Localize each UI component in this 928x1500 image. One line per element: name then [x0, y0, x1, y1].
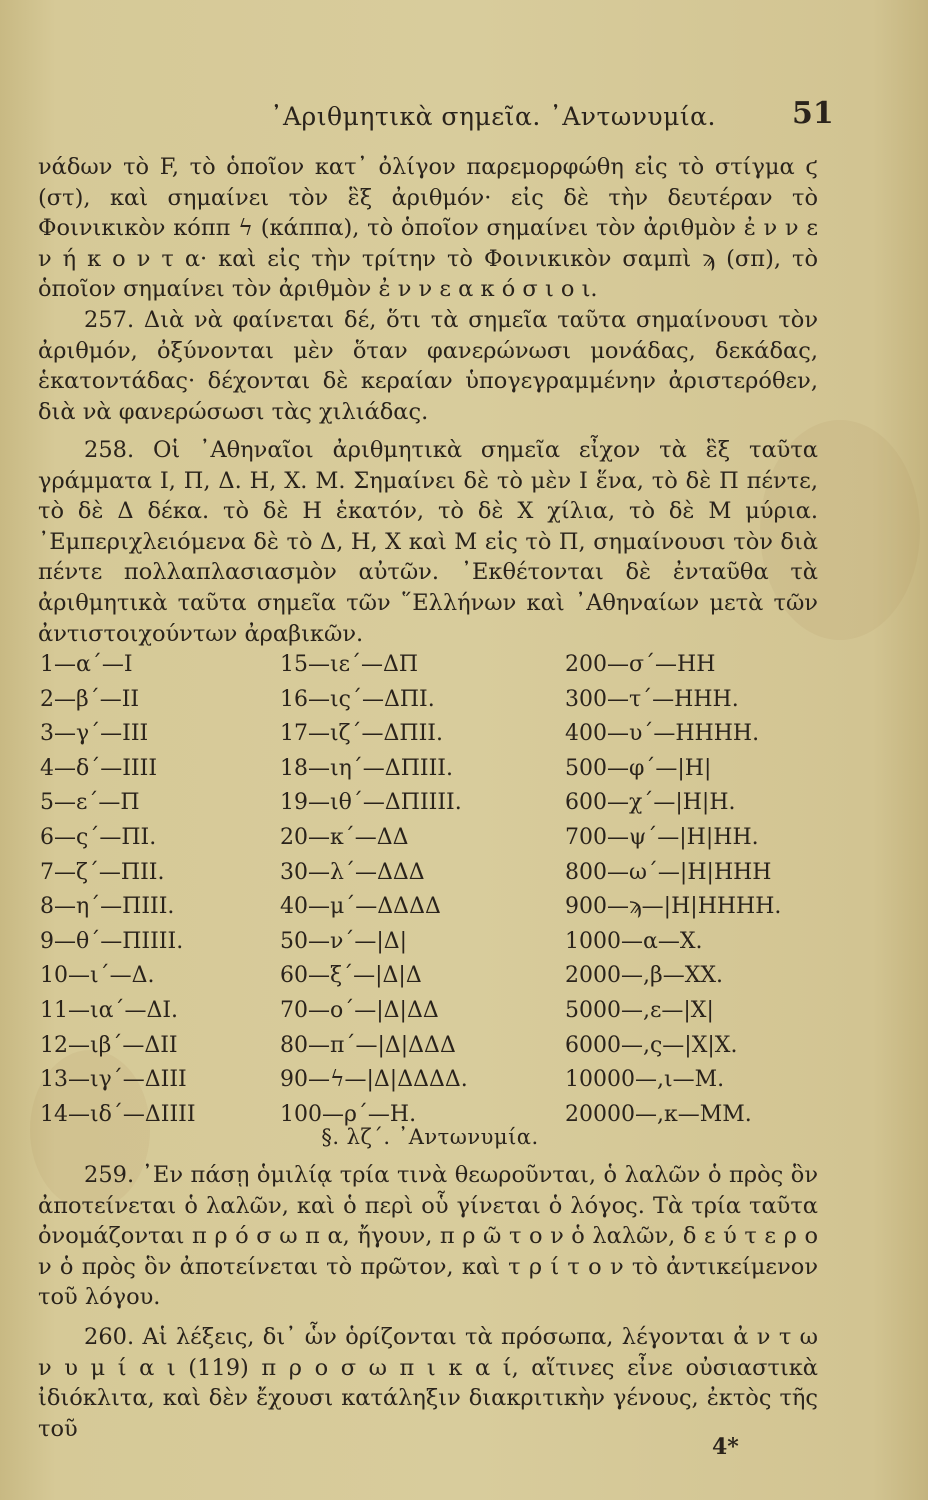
paragraph-257: 257. Διὰ νὰ φαίνεται δέ, ὅτι τὰ σημεῖα ταῦτα σημαίνουσι τὸν ἀριθμόν, ὀξύνονται μὲν ὅταν φανερώνωσι μονάδας, δεκάδας, ἑκατοντάδας· δέχονται δὲ κεραίαν ὑπογεγραμμένην ἀριστερόθεν, διὰ νὰ φανερώσωσι τὰς χιλιάδας.	[38, 307, 818, 425]
numeral-row: 40—μ΄—ΔΔΔΔ	[280, 894, 441, 920]
numeral-table	[40, 648, 820, 1127]
numeral-row: 16—ις΄—ΔΠΙ.	[280, 686, 435, 712]
numeral-row: 6—ς΄—ΠΙ.	[40, 824, 157, 850]
running-title: ᾿Αριθμητικὰ σημεῖα. ᾿Αντωνυμία.	[270, 102, 716, 131]
numeral-row: 100—ρ΄—Η.	[280, 1101, 417, 1127]
numeral-row: 14—ιδ΄—ΔΙΙΙΙ	[40, 1101, 196, 1127]
numeral-column-3	[565, 648, 815, 1132]
numeral-column-2	[280, 648, 560, 1132]
numeral-row: 1000—α—Χ.	[565, 928, 703, 954]
numeral-row: 10000—,ι—Μ.	[565, 1067, 725, 1093]
numeral-row: 900—ϡ—|Η|ΗΗΗΗ.	[565, 894, 782, 920]
numeral-row: 500—φ΄—|Η|	[565, 755, 712, 781]
numeral-row: 80—π΄—|Δ|ΔΔΔ	[280, 1032, 456, 1058]
numeral-row: 700—ψ΄—|Η|ΗΗ.	[565, 824, 759, 850]
numeral-row: 15—ιε΄—ΔΠ	[280, 652, 419, 677]
numeral-row: 12—ιβ΄—ΔΙΙ	[40, 1032, 178, 1058]
numeral-row: 800—ω΄—|Η|ΗΗΗ	[565, 859, 772, 885]
numeral-row: 90—ϟ—|Δ|ΔΔΔΔ.	[280, 1067, 468, 1093]
paragraph-continuation: νάδων τὸ F, τὸ ὁποῖον κατ᾿ ὀλίγον παρεμορφώθη εἰς τὸ στίγμα ϛ (στ), καὶ σημαίνει τὸν ἓξ ἀριθμόν· εἰς δὲ τὴν δευτέραν τὸ Φοινικικὸν κόππ ϟ (κάππα), τὸ ὁποῖον σημαίνει τὸν ἀριθμὸν ἐ ν ν ε ν ή κ ο ν τ α· καὶ εἰς τὴν τρίτην τὸ Φοινικικὸν σαμπὶ ϡ (σπ), τὸ ὁποῖον σημαίνει τὸν ἀριθμὸν ἐ ν ν ε α κ ό σ ι ο ι.	[38, 154, 818, 303]
numeral-row: 400—υ΄—ΗΗΗΗ.	[565, 721, 760, 747]
numeral-row: 5000—,ε—|Χ|	[565, 997, 714, 1023]
numeral-row: 10—ι΄—Δ.	[40, 963, 155, 989]
numeral-row: 13—ιγ΄—ΔΙΙΙ	[40, 1067, 187, 1093]
paragraph-258: 258. Οἱ ᾿Αθηναῖοι ἀριθμητικὰ σημεῖα εἶχον τὰ ἓξ ταῦτα γράμματα Ι, Π, Δ. Η, Χ. Μ. Σημαίνει δὲ τὸ μὲν Ι ἕνα, τὸ δὲ Π πέντε, τὸ δὲ Δ δέκα. τὸ δὲ Η ἑκατόν, τὸ δὲ Χ χίλια, τὸ δὲ Μ μύρια. ᾿Εμπεριχλειόμενα δὲ τὸ Δ, Η, Χ καὶ Μ εἰς τὸ Π, σημαίνουσι τὸν διὰ πέντε πολλαπλασιασμὸν αὐτῶν. ᾿Εκθέτονται δὲ ἐνταῦθα τὰ ἀριθμητικὰ ταῦτα σημεῖα τῶν ῞Ελλήνων καὶ ᾿Αθηναίων μετὰ τῶν ἀντιστοιχούντων ἀραβικῶν.	[38, 437, 818, 647]
signature-mark: 4*	[712, 1434, 739, 1460]
numeral-row: 11—ια΄—ΔΙ.	[40, 997, 179, 1023]
page-header	[0, 96, 928, 136]
numeral-row: 600—χ΄—|Η|Η.	[565, 790, 736, 816]
numeral-row: 70—ο΄—|Δ|ΔΔ	[280, 997, 439, 1023]
paragraph-260: 260. Αἱ λέξεις, δι᾿ ὧν ὁρίζονται τὰ πρόσωπα, λέγονται ἀ ν τ ω ν υ μ ί α ι (119) π ρ ο σ ω π ι κ α ί, αἵτινες εἶνε οὐσιαστικὰ ἰδιόκλιτα, καὶ δὲν ἔχουσι κατάληξιν διακριτικὴν γένους, ἐκτὸς τῆς τοῦ	[38, 1324, 818, 1442]
section-heading: §. λζ΄. ᾿Αντωνυμία.	[321, 1125, 539, 1149]
numeral-row: 60—ξ΄—|Δ|Δ	[280, 963, 422, 989]
numeral-row: 6000—,ς—|Χ|Χ.	[565, 1032, 738, 1058]
numeral-row: 20—κ΄—ΔΔ	[280, 824, 409, 850]
numeral-row: 4—δ΄—ΙΙΙΙ	[40, 755, 158, 781]
numeral-row: 300—τ΄—ΗΗΗ.	[565, 686, 739, 712]
numeral-row: 20000—,κ—ΜΜ.	[565, 1101, 752, 1127]
numeral-row: 17—ιζ΄—ΔΠΙΙ.	[280, 721, 443, 747]
numeral-row: 200—σ΄—ΗΗ	[565, 652, 716, 677]
numeral-row: 19—ιθ΄—ΔΠΙΙΙΙ.	[280, 790, 462, 816]
numeral-row: 2—β΄—ΙΙ	[40, 686, 140, 712]
numeral-row: 1—α΄—Ι	[40, 652, 133, 677]
numeral-row: 3—γ΄—ΙΙΙ	[40, 721, 149, 747]
numeral-row: 7—ζ΄—ΠΙΙ.	[40, 859, 165, 885]
numeral-row: 9—θ΄—ΠΙΙΙΙ.	[40, 928, 184, 954]
page-number: 51	[792, 96, 834, 131]
numeral-column-1	[40, 648, 270, 1132]
numeral-row: 30—λ΄—ΔΔΔ	[280, 859, 425, 885]
paragraph-259: 259. ᾿Εν πάσῃ ὁμιλίᾳ τρία τινὰ θεωροῦνται, ὁ λαλῶν ὁ πρὸς ὃν ἀποτείνεται ὁ λαλῶν, καὶ ὁ περὶ οὗ γίνεται ὁ λόγος. Τὰ τρία ταῦτα ὀνομάζονται π ρ ό σ ω π α, ἤγουν, π ρ ῶ τ ο ν ὁ λαλῶν, δ ε ύ τ ε ρ ο ν ὁ πρὸς ὃν ἀποτείνεται τὸ πρῶτον, καὶ τ ρ ί τ ο ν τὸ ἀντικείμενον τοῦ λόγου.	[38, 1162, 818, 1311]
numeral-row: 50—ν΄—|Δ|	[280, 928, 408, 954]
numeral-row: 2000—,β—ΧΧ.	[565, 963, 724, 989]
numeral-row: 8—η΄—ΠΙΙΙ.	[40, 894, 175, 920]
numeral-row: 5—ε΄—Π	[40, 790, 140, 816]
numeral-row: 18—ιη΄—ΔΠΙΙΙ.	[280, 755, 453, 781]
